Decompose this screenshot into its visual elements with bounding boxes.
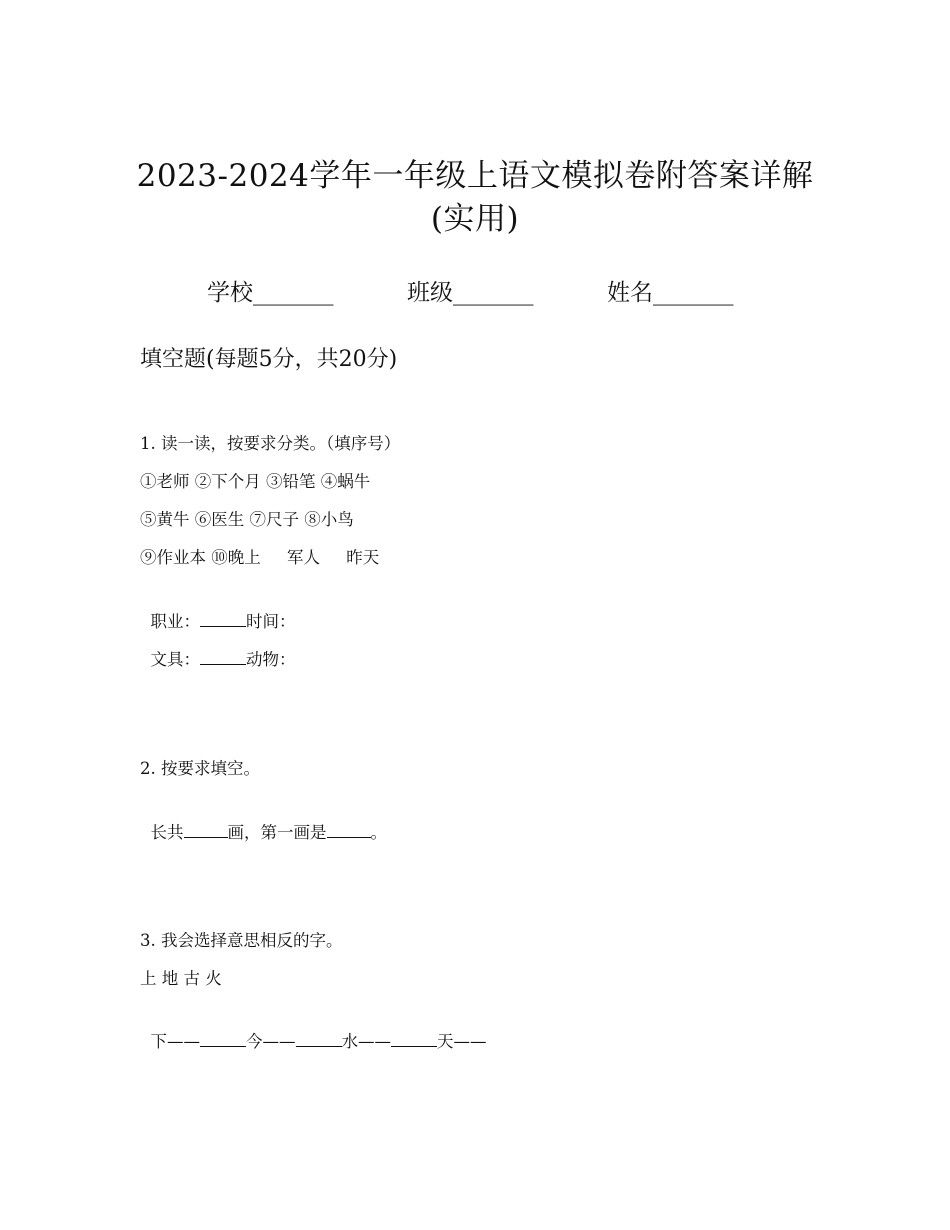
document-title-line2: (实用)	[430, 201, 520, 237]
q3-pair-b: 今——	[246, 1032, 296, 1051]
q3-options: 上 地 古 火	[140, 969, 222, 988]
section-heading: 填空题(每题5分，共20分)	[140, 347, 398, 372]
q3-pair-c: 水——	[341, 1032, 391, 1051]
q3-pair-d: 天——	[437, 1032, 487, 1051]
q1-stem: 1. 读一读，按要求分类。（填序号）	[140, 434, 401, 453]
q1-options-row3: ⑨作业本 ⑩晚上 军人 昨天	[140, 548, 380, 567]
class-field: 班级_______	[407, 280, 534, 306]
q2-text-a: 长共	[150, 823, 184, 842]
q1-answer-line-stationery-animal	[140, 623, 296, 672]
stationery-label: 文具：	[150, 650, 200, 669]
q2-text-b: 画，第一画是	[227, 823, 327, 842]
q2-text-c: 。	[370, 823, 387, 842]
first-stroke-blank[interactable]	[327, 820, 371, 838]
q3-blank-b[interactable]	[296, 1029, 342, 1047]
job-label: 职业：	[150, 612, 200, 631]
stationery-blank[interactable]	[200, 647, 246, 665]
q1-options-row2: ⑤黄牛 ⑥医生 ⑦尺子 ⑧小鸟	[140, 510, 354, 529]
q3-pair-a: 下——	[150, 1032, 200, 1051]
time-label: 时间：	[246, 612, 296, 631]
stroke-count-blank[interactable]	[184, 820, 228, 838]
name-field: 姓名_______	[607, 280, 734, 306]
document-title-line1: 2023-2024学年一年级上语文模拟卷附答案详解	[136, 158, 814, 194]
q2-stem: 2. 按要求填空。	[140, 759, 260, 778]
q3-stem: 3. 我会选择意思相反的字。	[140, 931, 343, 950]
animal-label: 动物：	[246, 650, 296, 669]
q3-blank-a[interactable]	[200, 1029, 246, 1047]
q3-answer-line	[140, 1005, 487, 1054]
q3-blank-c[interactable]	[391, 1029, 437, 1047]
q2-answer-line	[140, 796, 387, 845]
school-field: 学校_______	[207, 280, 334, 306]
q1-options-row1: ①老师 ②下个月 ③铅笔 ④蜗牛	[140, 472, 371, 491]
